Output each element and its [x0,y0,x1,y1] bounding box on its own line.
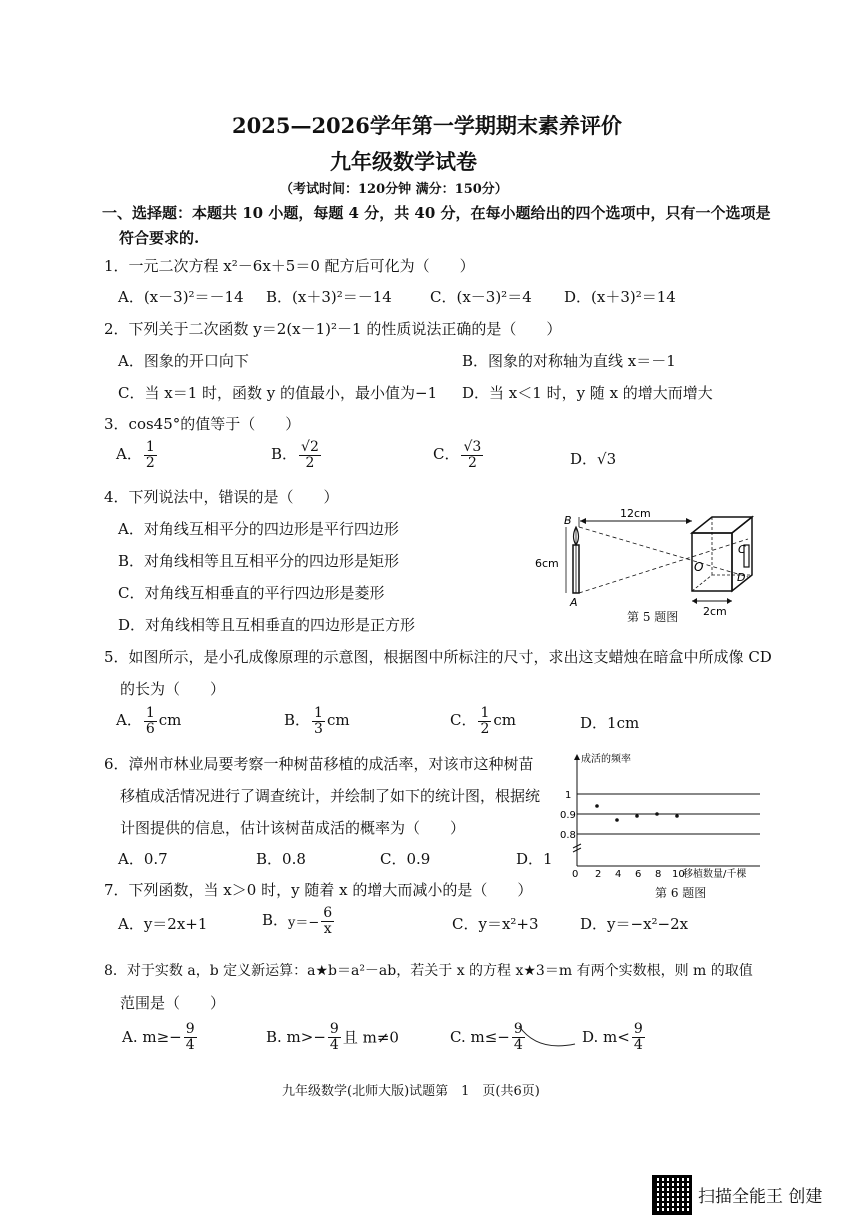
fig5-dist: 12cm [620,507,651,520]
fig5-height: 6cm [535,557,559,570]
q4-option-b: B．对角线相等且互相平分的四边形是矩形 [118,552,400,570]
q7-option-a: A．y＝2x+1 [118,915,208,933]
section-heading-cont: 符合要求的. [119,229,200,247]
q6-stem-3: 计图提供的信息，估计该树苗成活的概率为（ ） [120,819,466,837]
fig6-ytick-1: 1 [565,790,572,801]
scanner-watermark: 扫描全能王 创建 [698,1187,823,1207]
q6-option-a: A．0.7 [118,850,168,868]
q3-option-b: B． $\frac{√2}{2}$ [271,439,319,471]
exam-meta: （考试时间：120分钟 满分：150分） [280,182,508,197]
q6-option-d: D．1 [516,850,553,868]
q2-option-d: D．当 x＜1 时，y 随 x 的增大而增大 [462,384,713,402]
pen-stroke-mark [515,1022,580,1054]
figure-5-caption: 第 5 题图 [627,610,679,624]
fig6-xtick-0: 0 [572,869,579,880]
q3-stem: 3．cos45°的值等于（ ） [104,415,301,433]
fig6-data-point [635,814,639,818]
q2-option-a: A．图象的开口向下 [118,352,249,370]
q8-stem: 8．对于实数 a，b 定义新运算：a★b＝a²－ab，若关于 x 的方程 x★3＝m 有两个实数根，则 m 的取值 [104,963,753,979]
q7-option-c: C．y＝x²+3 [452,915,539,933]
q2-option-c: C．当 x＝1 时，函数 y 的值最小，最小值为−1 [118,384,438,402]
fig6-xtick-6: 6 [635,869,642,880]
exam-title: 2025—2026学年第一学期期末素养评价 [232,113,622,138]
fig6-ytick-09: 0.9 [560,810,576,821]
q8-option-a: A. m≥− $\frac{9}{4}$ [122,1021,195,1053]
q1-option-d: D．(x＋3)²＝14 [564,288,676,306]
exam-subtitle: 九年级数学试卷 [330,149,477,174]
q4-option-c: C．对角线互相垂直的平行四边形是菱形 [118,584,385,602]
q5-option-c: C． $\frac{1}{2}$ cm [450,705,517,737]
q3-option-d: D．√3 [570,450,617,468]
q7-option-d: D．y＝−x²−2x [580,915,689,933]
q4-option-a: A．对角线互相平分的四边形是平行四边形 [118,520,399,538]
q5-option-a: A． $\frac{1}{6}$ cm [116,705,182,737]
fig6-xtick-10: 10 [672,869,685,880]
q1-option-b: B．(x＋3)²＝－14 [266,288,392,306]
figure-6-caption: 第 6 题图 [655,886,707,900]
q3-option-a: A． $\frac{1}{2}$ [116,439,155,471]
q1-option-a: A．(x－3)²＝－14 [118,288,244,306]
q8-option-d: D. m< $\frac{9}{4}$ [582,1021,643,1053]
q5-stem: 5．如图所示，是小孔成像原理的示意图，根据图中所标注的尺寸，求出这支蜡烛在暗盒中所成像 CD [104,648,772,666]
fig5-label-o: O [694,560,704,574]
fig5-label-c: C [738,543,746,556]
figure-6-chart [555,750,770,880]
fig6-xlabel: 移植数量/千棵 [683,869,747,880]
fig5-label-d: D [737,571,746,584]
q2-option-b: B．图象的对称轴为直线 x＝－1 [462,352,676,370]
q7-stem: 7．下列函数，当 x＞0 时，y 随着 x 的增大而减小的是（ ） [104,881,533,899]
fig6-data-point [675,814,679,818]
q4-stem: 4．下列说法中，错误的是（ ） [104,488,339,506]
section-heading: 一、选择题：本题共 10 小题，每题 4 分，共 40 分，在每小题给出的四个选项中，只有一个选项是 [102,204,771,222]
fig6-ytick-08: 0.8 [560,830,576,841]
q5-option-b: B． $\frac{1}{3}$ cm [284,705,350,737]
q1-stem: 1．一元二次方程 x²－6x＋5＝0 配方后可化为（ ） [104,257,475,275]
fig5-box: 2cm [703,605,727,618]
fig6-data-point [595,804,599,808]
q6-option-b: B．0.8 [256,850,306,868]
figure-5-diagram [530,505,770,625]
q8-option-b: B. m>− $\frac{9}{4}$ 且 m≠0 [266,1021,399,1053]
fig6-xtick-8: 8 [655,869,662,880]
q2-stem: 2．下列关于二次函数 y＝2(x－1)²－1 的性质说法正确的是（ ） [104,320,562,338]
q6-stem-2: 移植成活情况进行了调查统计，并绘制了如下的统计图，根据统 [120,787,541,805]
q5-stem-cont: 的长为（ ） [120,680,226,698]
fig6-xtick-4: 4 [615,869,622,880]
q6-option-c: C．0.9 [380,850,431,868]
q5-option-d: D．1cm [580,714,640,732]
fig5-label-a: A [570,596,578,609]
fig6-data-point [655,812,659,816]
q3-option-c: C． $\frac{√3}{2}$ [433,439,482,471]
fig6-data-point [615,818,619,822]
q8-option-c: C. m≤− $\frac{9}{4}$ [450,1021,523,1053]
fig6-ylabel: 成活的频率 [581,754,631,765]
page-footer: 九年级数学(北师大版)试题第 1 页(共6页) [282,1084,540,1099]
q4-option-d: D．对角线相等且互相垂直的四边形是正方形 [118,616,416,634]
q6-stem-1: 6．漳州市林业局要考察一种树苗移植的成活率，对该市这种树苗 [104,755,534,773]
q8-stem-cont: 范围是（ ） [120,994,226,1012]
fig5-label-b: B [564,514,572,527]
qr-code-icon [652,1175,692,1215]
q1-option-c: C．(x－3)²＝4 [430,288,532,306]
fig6-xtick-2: 2 [595,869,602,880]
q7-option-b: B．y＝− $\frac{6}{x}$ [262,905,333,937]
